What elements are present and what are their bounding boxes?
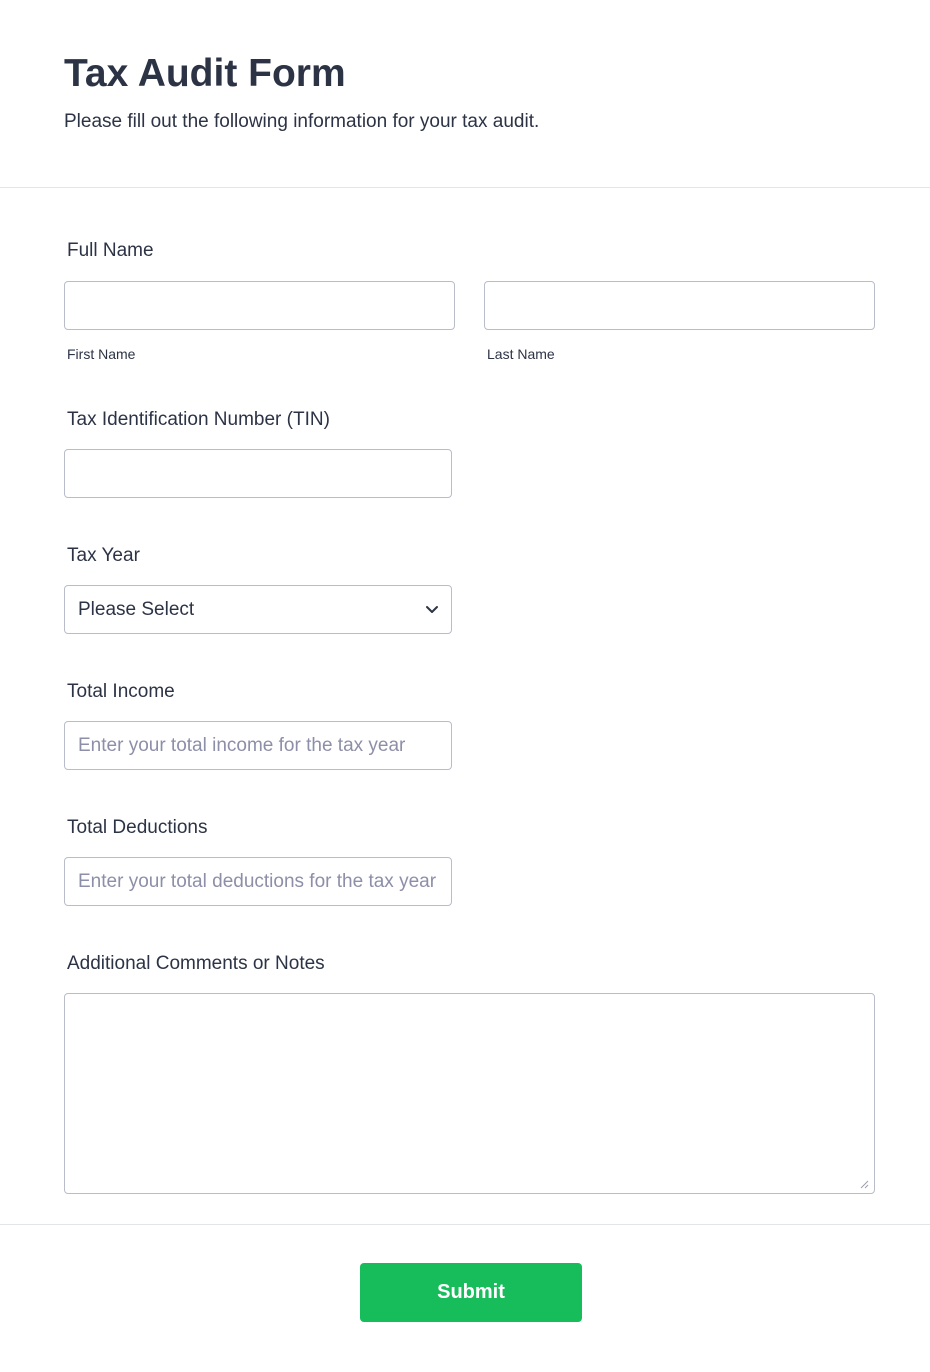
tin-label: Tax Identification Number (TIN) [67,409,330,430]
submit-button[interactable]: Submit [360,1263,582,1322]
chevron-down-icon [425,602,439,616]
comments-textarea[interactable] [64,993,875,1194]
footer-divider [0,1224,930,1225]
full-name-label: Full Name [67,240,154,261]
tax-year-selected-value: Please Select [78,599,195,620]
first-name-sublabel: First Name [67,346,136,362]
form-header [0,0,930,188]
last-name-input[interactable] [484,281,875,330]
last-name-sublabel: Last Name [487,346,555,362]
first-name-input[interactable] [64,281,455,330]
total-income-label: Total Income [67,681,175,702]
total-deductions-input[interactable] [64,857,452,906]
total-income-input[interactable] [64,721,452,770]
page-subtitle: Please fill out the following information for your tax audit. [64,111,540,132]
tax-year-select[interactable] [64,585,452,634]
page-title: Tax Audit Form [64,52,346,95]
tin-input[interactable] [64,449,452,498]
comments-label: Additional Comments or Notes [67,953,325,974]
tax-year-label: Tax Year [67,545,140,566]
resize-handle-icon[interactable] [859,1179,869,1189]
total-deductions-label: Total Deductions [67,817,208,838]
